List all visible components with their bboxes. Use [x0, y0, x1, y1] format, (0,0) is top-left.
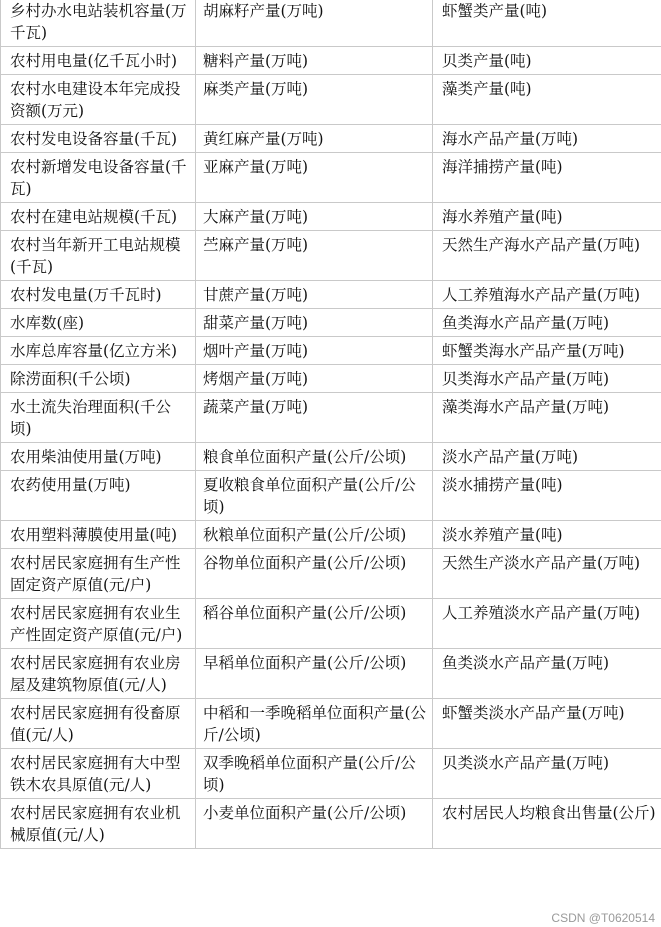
table-cell: 烟叶产量(万吨)	[196, 337, 433, 365]
table-cell: 藻类产量(吨)	[433, 75, 661, 125]
table-cell: 亚麻产量(万吨)	[196, 153, 433, 203]
table-cell: 水土流失治理面积(千公顷)	[1, 393, 196, 443]
table-cell: 甘蔗产量(万吨)	[196, 281, 433, 309]
table-cell: 秋粮单位面积产量(公斤/公顷)	[196, 521, 433, 549]
table-row	[1, 337, 661, 365]
table-row	[1, 599, 661, 649]
table-row	[1, 393, 661, 443]
table-cell: 农村居民家庭拥有生产性固定资产原值(元/户)	[1, 549, 196, 599]
table-cell: 农村居民家庭拥有役畜原值(元/人)	[1, 699, 196, 749]
table-cell: 农村用电量(亿千瓦小时)	[1, 47, 196, 75]
table-cell: 麻类产量(万吨)	[196, 75, 433, 125]
table-cell: 农村当年新开工电站规模(千瓦)	[1, 231, 196, 281]
table-cell: 胡麻籽产量(万吨)	[196, 0, 433, 47]
table-cell: 淡水养殖产量(吨)	[433, 521, 661, 549]
table-cell: 早稻单位面积产量(公斤/公顷)	[196, 649, 433, 699]
table-row	[1, 649, 661, 699]
table-cell: 除涝面积(千公顷)	[1, 365, 196, 393]
table-cell: 水库总库容量(亿立方米)	[1, 337, 196, 365]
table-row	[1, 125, 661, 153]
table-cell: 小麦单位面积产量(公斤/公顷)	[196, 799, 433, 849]
table-row	[1, 75, 661, 125]
table-cell: 农药使用量(万吨)	[1, 471, 196, 521]
table-cell: 糖料产量(万吨)	[196, 47, 433, 75]
table-row	[1, 699, 661, 749]
table-cell: 大麻产量(万吨)	[196, 203, 433, 231]
table-cell: 乡村办水电站装机容量(万千瓦)	[1, 0, 196, 47]
table-cell: 天然生产淡水产品产量(万吨)	[433, 549, 661, 599]
table-cell: 贝类淡水产品产量(万吨)	[433, 749, 661, 799]
table-cell: 海洋捕捞产量(吨)	[433, 153, 661, 203]
watermark: CSDN @T0620514	[551, 911, 655, 925]
table-cell: 农村居民家庭拥有农业机械原值(元/人)	[1, 799, 196, 849]
table-cell: 贝类海水产品产量(万吨)	[433, 365, 661, 393]
table-cell: 农村水电建设本年完成投资额(万元)	[1, 75, 196, 125]
table-cell: 农村居民家庭拥有农业生产性固定资产原值(元/户)	[1, 599, 196, 649]
table-cell: 苎麻产量(万吨)	[196, 231, 433, 281]
table-row	[1, 471, 661, 521]
table-cell: 淡水产品产量(万吨)	[433, 443, 661, 471]
table-row	[1, 443, 661, 471]
table-cell: 农村居民家庭拥有农业房屋及建筑物原值(元/人)	[1, 649, 196, 699]
table-cell: 粮食单位面积产量(公斤/公顷)	[196, 443, 433, 471]
table-cell: 虾蟹类海水产品产量(万吨)	[433, 337, 661, 365]
table-cell: 鱼类淡水产品产量(万吨)	[433, 649, 661, 699]
table-cell: 人工养殖淡水产品产量(万吨)	[433, 599, 661, 649]
table-cell: 虾蟹类淡水产品产量(万吨)	[433, 699, 661, 749]
table-cell: 农村新增发电设备容量(千瓦)	[1, 153, 196, 203]
table-cell: 天然生产海水产品产量(万吨)	[433, 231, 661, 281]
table-row	[1, 47, 661, 75]
table-row	[1, 203, 661, 231]
table-cell: 农村发电设备容量(千瓦)	[1, 125, 196, 153]
table-cell: 夏收粮食单位面积产量(公斤/公顷)	[196, 471, 433, 521]
table-cell: 谷物单位面积产量(公斤/公顷)	[196, 549, 433, 599]
table-row	[1, 799, 661, 849]
table-row	[1, 365, 661, 393]
table-cell: 农用塑料薄膜使用量(吨)	[1, 521, 196, 549]
table-row	[1, 231, 661, 281]
table-cell: 淡水捕捞产量(吨)	[433, 471, 661, 521]
table-cell: 鱼类海水产品产量(万吨)	[433, 309, 661, 337]
table-row	[1, 309, 661, 337]
table-cell: 农村居民人均粮食出售量(公斤)	[433, 799, 661, 849]
table-body	[1, 0, 661, 849]
table-cell: 烤烟产量(万吨)	[196, 365, 433, 393]
table-cell: 虾蟹类产量(吨)	[433, 0, 661, 47]
table-cell: 贝类产量(吨)	[433, 47, 661, 75]
table-cell: 稻谷单位面积产量(公斤/公顷)	[196, 599, 433, 649]
table-cell: 农村发电量(万千瓦时)	[1, 281, 196, 309]
table-cell: 人工养殖海水产品产量(万吨)	[433, 281, 661, 309]
table-cell: 中稻和一季晚稻单位面积产量(公斤/公顷)	[196, 699, 433, 749]
table-row	[1, 281, 661, 309]
table-row	[1, 549, 661, 599]
table-cell: 甜菜产量(万吨)	[196, 309, 433, 337]
table-cell: 蔬菜产量(万吨)	[196, 393, 433, 443]
table-cell: 双季晚稻单位面积产量(公斤/公顷)	[196, 749, 433, 799]
table-cell: 农用柴油使用量(万吨)	[1, 443, 196, 471]
table-cell: 水库数(座)	[1, 309, 196, 337]
table-cell: 黄红麻产量(万吨)	[196, 125, 433, 153]
table-row	[1, 0, 661, 47]
table-cell: 藻类海水产品产量(万吨)	[433, 393, 661, 443]
table-cell: 海水养殖产量(吨)	[433, 203, 661, 231]
table-row	[1, 153, 661, 203]
table-cell: 农村在建电站规模(千瓦)	[1, 203, 196, 231]
table-row	[1, 749, 661, 799]
table-row	[1, 521, 661, 549]
table-cell: 海水产品产量(万吨)	[433, 125, 661, 153]
table-cell: 农村居民家庭拥有大中型铁木农具原值(元/人)	[1, 749, 196, 799]
